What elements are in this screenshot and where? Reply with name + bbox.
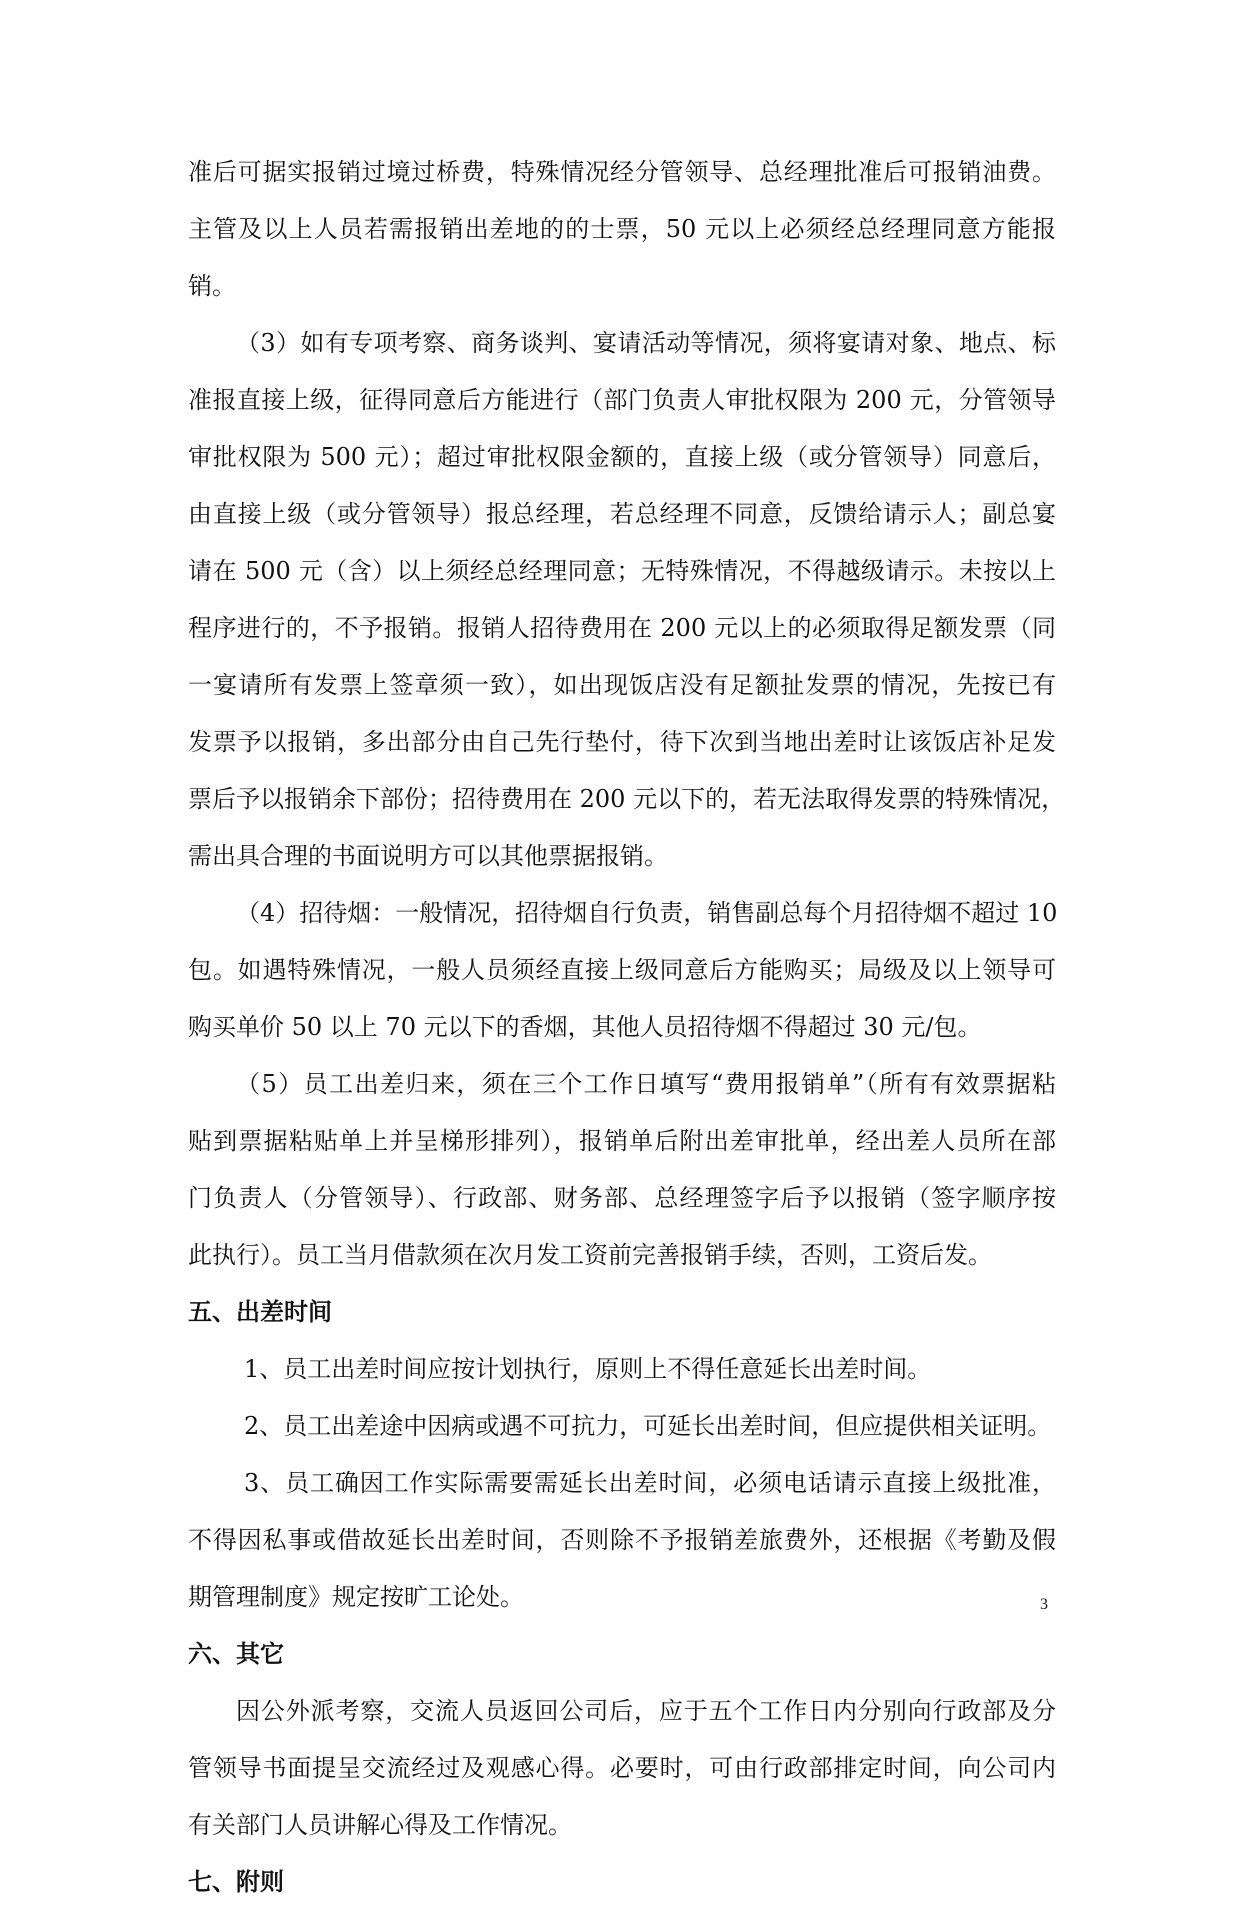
section-heading: 六、其它 bbox=[188, 1640, 284, 1668]
list-item: 2、员工出差途中因病或遇不可抗力，可延长出差时间，但应提供相关证明。 bbox=[244, 1412, 1052, 1440]
text-line: 因公外派考察，交流人员返回公司后，应于五个工作日内分别向行政部及分 bbox=[236, 1697, 1056, 1725]
text-line: 贴到票据粘贴单上并呈梯形排列），报销单后附出差审批单，经出差人员所在部 bbox=[188, 1127, 1056, 1155]
text-line: 程序进行的，不予报销。报销人招待费用在 200 元以上的必须取得足额发票（同 bbox=[188, 614, 1056, 642]
text-line: 一宴请所有发票上签章须一致），如出现饭店没有足额扯发票的情况，先按已有 bbox=[188, 671, 1056, 699]
list-item: 3、员工确因工作实际需要需延长出差时间，必须电话请示直接上级批准， bbox=[244, 1469, 1056, 1497]
text-line: 门负责人（分管领导）、行政部、财务部、总经理签字后予以报销（签字顺序按 bbox=[188, 1184, 1056, 1212]
text-line: 请在 500 元（含）以上须经总经理同意；无特殊情况，不得越级请示。未按以上 bbox=[188, 557, 1056, 585]
text-line: 准后可据实报销过境过桥费，特殊情况经分管领导、总经理批准后可报销油费。 bbox=[188, 158, 1056, 186]
text-line: （4）招待烟：一般情况，招待烟自行负责，销售副总每个月招待烟不超过 10 bbox=[236, 899, 1058, 927]
text-line: 包。如遇特殊情况，一般人员须经直接上级同意后方能购买；局级及以上领导可 bbox=[188, 956, 1056, 984]
text-line: 由直接上级（或分管领导）报总经理，若总经理不同意，反馈给请示人；副总宴 bbox=[188, 500, 1056, 528]
section-heading: 七、附则 bbox=[188, 1868, 284, 1896]
text-line: 有关部门人员讲解心得及工作情况。 bbox=[188, 1811, 572, 1839]
text-line: 管领导书面提呈交流经过及观感心得。必要时，可由行政部排定时间，向公司内 bbox=[188, 1754, 1056, 1782]
text-line: 销。 bbox=[188, 272, 236, 300]
text-line: 主管及以上人员若需报销出差地的的士票，50 元以上必须经总经理同意方能报 bbox=[188, 215, 1056, 243]
text-line: 需出具合理的书面说明方可以其他票据报销。 bbox=[188, 842, 668, 870]
text-line: 不得因私事或借故延长出差时间，否则除不予报销差旅费外，还根据《考勤及假 bbox=[188, 1526, 1056, 1554]
text-line: 票后予以报销余下部份；招待费用在 200 元以下的，若无法取得发票的特殊情况， bbox=[188, 785, 1066, 813]
text-line: 此执行）。员工当月借款须在次月发工资前完善报销手续，否则，工资后发。 bbox=[188, 1241, 992, 1269]
list-item: 1、员工出差时间应按计划执行，原则上不得任意延长出差时间。 bbox=[244, 1355, 932, 1383]
text-line: 购买单价 50 以上 70 元以下的香烟，其他人员招待烟不得超过 30 元/包。 bbox=[188, 1013, 982, 1041]
document-body bbox=[188, 152, 1066, 1919]
section-heading: 五、出差时间 bbox=[188, 1298, 332, 1326]
text-line: 发票予以报销，多出部分由自己先行垫付，待下次到当地出差时让该饭店补足发 bbox=[188, 728, 1056, 756]
text-line: 期管理制度》规定按旷工论处。 bbox=[188, 1583, 524, 1611]
text-line: 准报直接上级，征得同意后方能进行（部门负责人审批权限为 200 元，分管领导 bbox=[188, 386, 1056, 414]
text-line: 审批权限为 500 元）；超过审批权限金额的，直接上级（或分管领导）同意后， bbox=[188, 443, 1056, 471]
page-number: 3 bbox=[1040, 1596, 1048, 1613]
text-line: （3）如有专项考察、商务谈判、宴请活动等情况，须将宴请对象、地点、标 bbox=[236, 329, 1056, 357]
text-line: （5）员工出差归来，须在三个工作日填写“费用报销单”（所有有效票据粘 bbox=[236, 1070, 1056, 1098]
